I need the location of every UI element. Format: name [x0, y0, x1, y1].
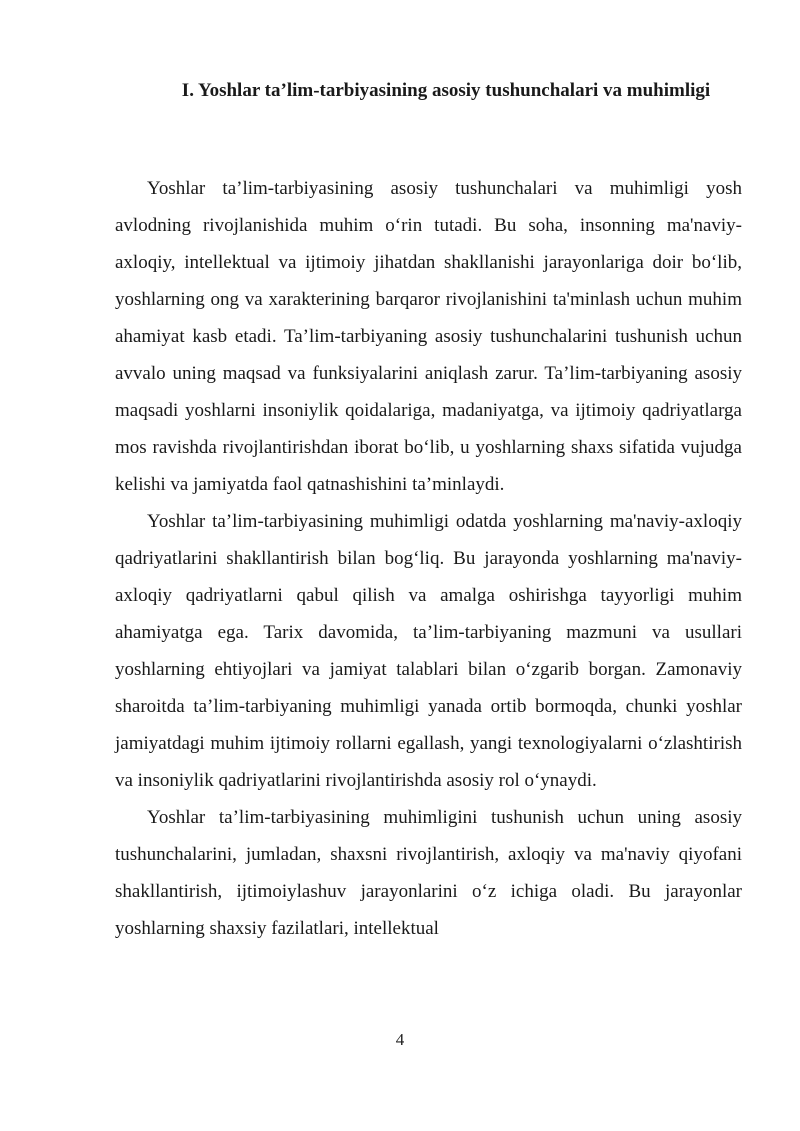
paragraph: Yoshlar ta’lim-tarbiyasining muhimligi odatda yoshlarning ma'naviy-axloqiy qadriyatlarini shakllantirish bilan bog‘liq. Bu jarayonda yoshlarning ma'naviy-axloqiy qadriyatlarni qabul qilish va amalga oshirishga tayyorligi muhim ahamiyatga ega. Tarix davomida, ta’lim-tarbiyaning mazmuni va usullari yoshlarning ehtiyojlari va jamiyat talablari bilan o‘zgarib borgan. Zamonaviy sharoitda ta’lim-tarbiyaning muhimligi yanada ortib bormoqda, chunki yoshlar jamiyatdagi muhim ijtimoiy rollarni egallash, yangi texnologiyalarni o‘zlashtirish va insoniylik qadriyatlarini rivojlantirishda asosiy rol o‘ynaydi.	[115, 511, 742, 791]
section-heading: I. Yoshlar ta’lim-tarbiyasining asosiy tushunchalari va muhimligi	[181, 80, 711, 101]
paragraph: Yoshlar ta’lim-tarbiyasining asosiy tushunchalari va muhimligi yosh avlodning rivojlanishida muhim o‘rin tutadi. Bu soha, insonning ma'naviy-axloqiy, intellektual va ijtimoiy jihatdan shakllanishi jarayonlariga doir bo‘lib, yoshlarning ong va xarakterining barqaror rivojlanishini ta'minlash uchun muhim ahamiyat kasb etadi. Ta’lim-tarbiyaning asosiy tushunchalarini tushunish uchun avvalo uning maqsad va funksiyalarini aniqlash zarur. Ta’lim-tarbiyaning asosiy maqsadi yoshlarni insoniylik qoidalariga, madaniyatga, va ijtimoiy qadriyatlarga mos ravishda rivojlantirishdan iborat bo‘lib, u yoshlarning shaxs sifatida vujudga kelishi va jamiyatda faol qatnashishini ta’minlaydi.	[115, 178, 742, 495]
page-number: 4	[395, 1030, 405, 1049]
body-text	[115, 170, 742, 947]
paragraph: Yoshlar ta’lim-tarbiyasining muhimligini tushunish uchun uning asosiy tushunchalarini, jumladan, shaxsni rivojlantirish, axloqiy va ma'naviy qiyofani shakllantirish, ijtimoiylashuv jarayonlarini o‘z ichiga oladi. Bu jarayonlar yoshlarning shaxsiy fazilatlari, intellektual	[115, 807, 742, 939]
